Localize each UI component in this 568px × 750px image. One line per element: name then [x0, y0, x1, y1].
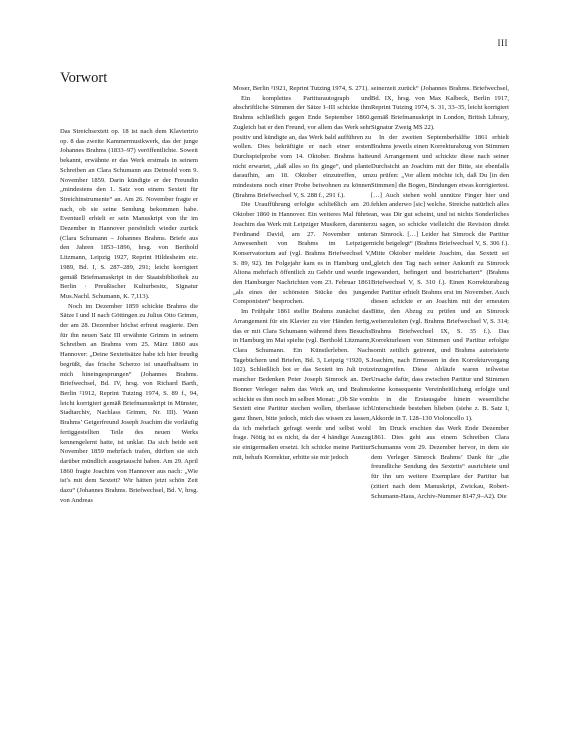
text-column-1 [60, 127, 198, 505]
paragraph: Ein komplettes Partiturautograph und abschriftliche Stimmen der Sätze I–III schickte ihm Brahms schließlich gegen Ende September 1860. Zugleich bat er den Freund, vor allem das Werk sehr positiv und kündigte an, das Werk bald aufführen zu wollen. Dies bekräftigte er nach einer ersten Durchspielprobe vom 14. Oktober. Brahms hatte nicht erwartet, „daß alles so fix ginge“, und plante daraufhin, am 18. Oktober einzutreffen, um mindestens noch einer Probe beiwohnen zu können (Brahms Briefwechsel V, S. 288 f., 291 f.). [233, 94, 371, 199]
page-number: III [497, 38, 508, 48]
paragraph: In der zweiten Septemberhälfte 1861 erhielt Brahms jeweils einen Korrekturabzug von Stimmen und Arrangement und schickte diese nach seiner Durchsicht an Joachim mit der Bitte, sie ebenfalls zu prüfen: „Vor allem möchte ich, daß Du [in den Stimmen] die Bogen, Bindungen etwas korrigiertest. […] Auch stehen wohl unnütze Finger hier und fehlen anderwo [sic] welche. Streiche natürlich alles an, was Dir gut scheint, und ist nichts Sonderliches zu sagen, so schicke vielleicht die Revision direkt an Simrock. […] Leider hat Simrock die Partitur nicht beigelegt“ (Brahms Briefwechsel V, S. 306 f.). Mitte Oktober meldete Joachim, das Sextett sei „gleich den Tag nach seiner Ankunft zu Simrock gewandert, befingert und bestrichartert“ (Brahms Briefwechsel V, S. 310 f.). Einen Korrekturabzug der Partitur erhielt Brahms erst im November. Auch diesen schickte er an Joachim mit der erneuten Bitte, den Abzug zu prüfen und an Simrock weiterzuleiten (vgl. Brahms Briefwechsel V, S. 314; Brahms Briefwechsel IX, S. 35 f.). Das Korrekturlesen von Stimmen und Partitur erfolgte somit zeitlich getrennt, und Brahms autorisierte Joachim, nach Ermessen in den Korrekturvorgang einzugreifen. Diese Abläufe waren teilweise Ursache dafür, dass zwischen Partitur und Stimmen keine konsequente Vereinheitlichung erfolgte und bis in die Erstausgabe hinein wesentliche Unterschiede bestehen blieben (siehe z. B. Satz I, Akkorde in T. 128–130 Violoncello 1). [371, 133, 510, 422]
paragraph: Moser, Berlin ³1921, Reprint Tutzing 1974, S. 271). [233, 85, 369, 92]
paragraph: Das Streichsextett op. 18 ist nach dem Klaviertrio op. 8 das zweite Kammermusikwerk, das der junge Johannes Brahms (1833–97) veröffentlichte. Soweit bekannt, erwähnte er das Werk erstmals in seinem Schreiben an Clara Schumann aus Detmold vom 9. November 1859. Darin kündigte er der Freundin „mindestens den 1. Satz von einem Sextett für Streichinstrumente“ an. Am 26. November fragte er nach, ob sie seine Sendung bekommen habe. Eventuell erhielt er sein Manuskript von ihr im Dezember in Hannover persönlich wieder zurück (Clara Schumann – Johannes Brahms. Briefe aus den Jahren 1853–1896, hrsg. von Berthold Litzmann, Leipzig 1927, Reprint Hildesheim etc. 1989, Bd. I, S. 287–289, 291; leicht korrigiert gemäß Briefmanuskript in der Staatsbibliothek zu Berlin · Preußischer Kulturbesitz, Signatur Mus.Nachl. Schumann, K. 7,113). [60, 128, 198, 300]
paragraph: Noch im Dezember 1859 schickte Brahms die Sätze I und II nach Göttingen zu Julius Otto Grimm, der am 28. Dezember höchst erfreut reagierte. Den für ihn neuen Satz III erwähnte Grimm in seinem Schreiben an Brahms vom 25. März 1860 aus Hannover: „Deine Sextettsätze habe ich hier freudig begrüßt, das frische Scherzo ist unaufhaltsam in mich hineingesprungen“ (Johannes Brahms. Briefwechsel, Bd. IV, hrsg. von Richard Barth, Berlin ²1912, Reprint Tutzing 1974, S. 89 f., 94, leicht korrigiert gemäß Briefmanuskript in Münster, Stadtarchiv, Nachlass Grimm, Nr. III). Wann Brahms’ Geigerfreund Joseph Joachim die vorläufig fertiggestellten Teile des neuen Werks kennengelernt hatte, ist unklar. Da sich beide seit November 1859 mehrfach trafen, dürften sie sich darüber mündlich ausgetauscht haben. Am 29. April 1860 fragte Joachim von Hannover aus nach: „Wie ist’s mit dem Sextett? Wir hätten jetzt schön Zeit dazu“ (Johannes Brahms. Briefwechsel, Bd. V, hrsg. von Andreas [60, 302, 198, 504]
text-column-2 [233, 84, 371, 462]
paragraph: Die Uraufführung erfolgte schließlich am 20. Oktober 1860 in Hannover. Ein weiteres Mal führte Joachim das Werk mit Leipziger Musikern, darunter Ferdinand David, am 27. November unter Anwesenheit von Brahms im Leipziger Konservatorium auf (vgl. Brahms Briefwechsel V, S. 89, 92). Im Folgejahr kam es in Hamburg und Altona mehrfach öffentlich zu Gehör und wurde in den Hamburger Nachrichten vom 23. Februar 1861 „als eines der schönsten Stücke des jungen Componisten“ besprochen. [233, 201, 371, 306]
paragraph: Im Druck erschien das Werk Ende Dezember 1861. Dies geht aus einem Schreiben Clara Schumanns vom 29. Dezember hervor, in dem sie dem Verleger Simrock Brahms’ Dank für „die freundliche Sendung des Sextetts“ ausrichtete und für ihn um weitere Exemplare der Partitur bat (zitiert nach dem Manuskript, Zwickau, Robert-Schumann-Haus, Archiv-Nummer 8147,9–A2). Die [371, 424, 509, 500]
paragraph: seinerzeit zurück“ (Johannes Brahms. Briefwechsel, Bd. IX, hrsg. von Max Kalbeck, Berlin 1917, Reprint Tutzing 1974, S. 31, 33–35, leicht korrigiert gemäß Briefmanuskript in London, British Library, Signatur Zweig MS 22). [371, 85, 509, 131]
paragraph: Im Frühjahr 1861 stellte Brahms zunächst das Arrangement für ein Klavier zu vier Händen fertig, das er mit Clara Schumann während ihres Besuchs in Hamburg im Mai spielte (vgl. Berthold Litzmann, Clara Schumann. Ein Künstlerleben. Nach Tagebüchern und Briefen, Bd. 3, Leipzig ⁶1920, S. 102). Schließlich bot er das Sextett im Juli trotz mancher Bedenken Peter Joseph Simrock an. Der Bonner Verleger nahm das Werk an, und Brahms schickte es ihm noch im selben Monat: „Ob Sie vom Sextett eine Partitur stechen wollen, überlasse ich ganz Ihnen, bitte jedoch, mich das wissen zu lassen, da ich mehrfach gefragt werde und selbst wohl frage. Nötig ist es nicht, da der 4 händige Auszug sie einigermaßen ersetzt. Ich schicke meine Partitur mit, behufs Korrektur, erbitte sie mir jedoch [233, 308, 372, 461]
text-column-3 [371, 84, 509, 501]
page-title: Vorwort [60, 70, 108, 86]
